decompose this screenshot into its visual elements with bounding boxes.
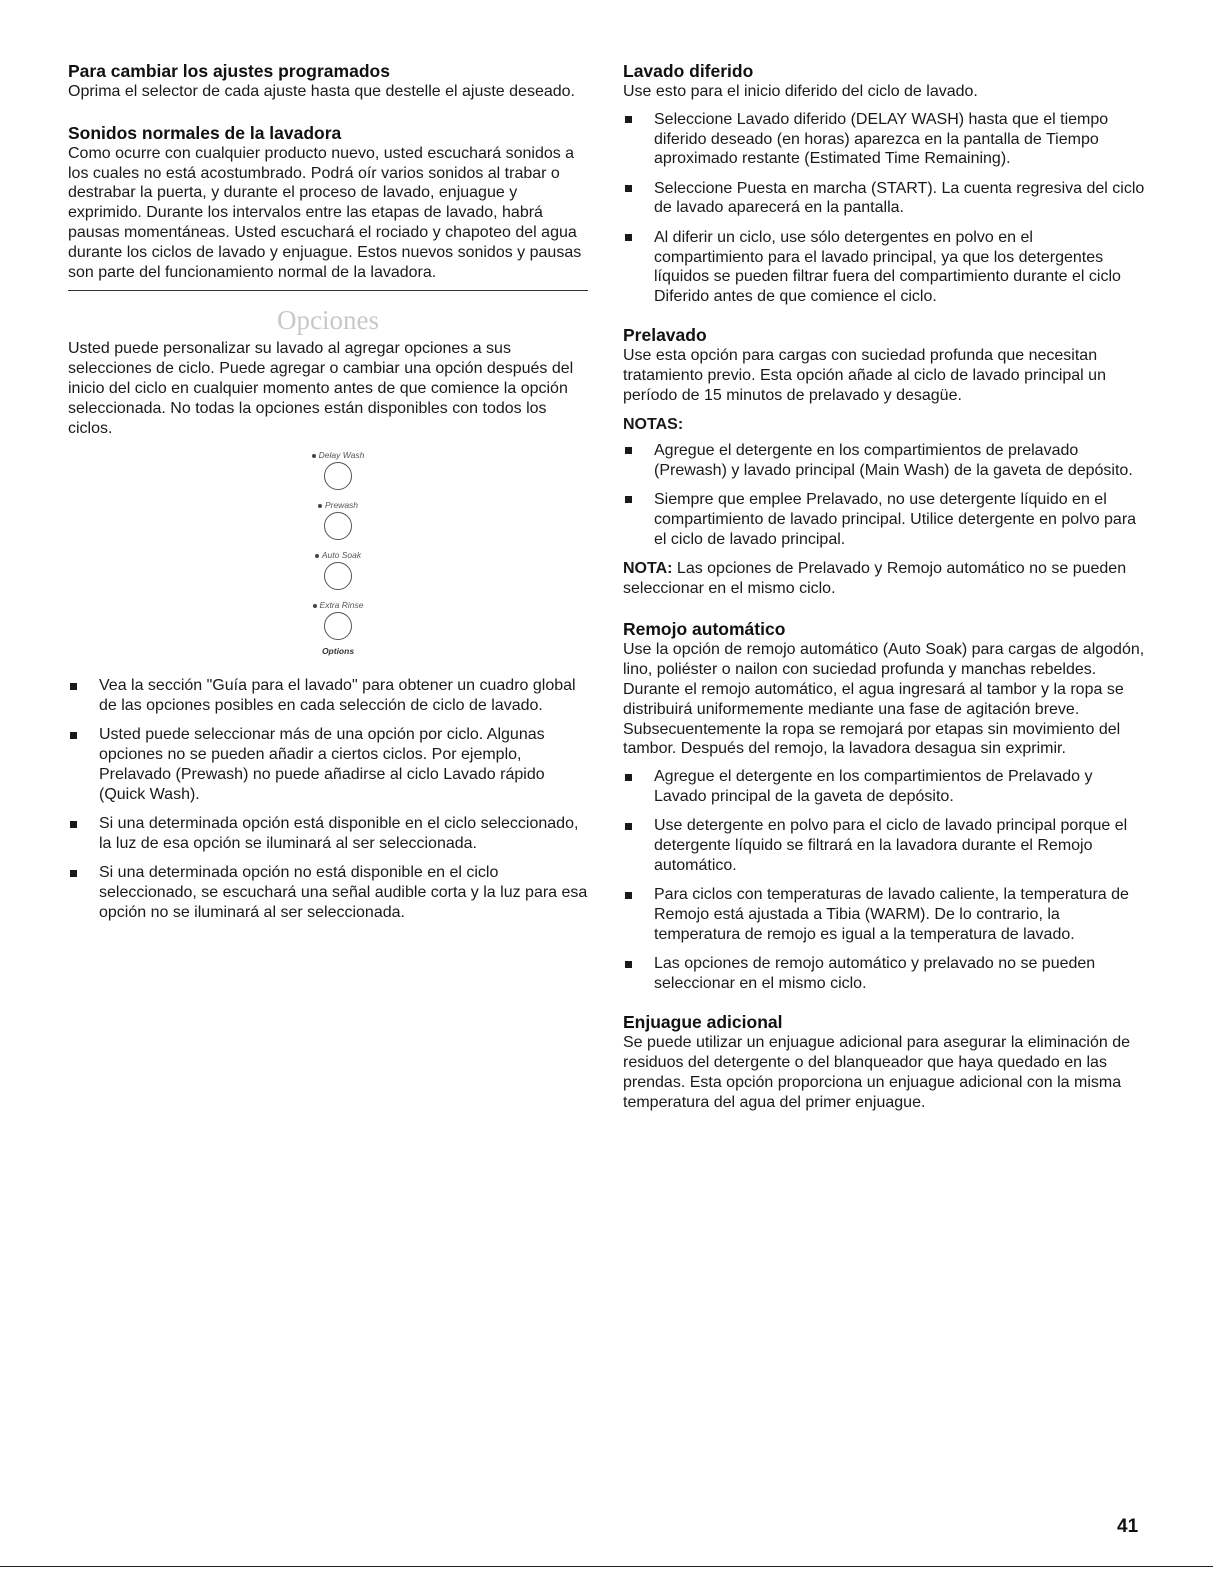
list-item: Seleccione Puesta en marcha (START). La cuenta regresiva del ciclo de lavado aparecerá en la pantalla.	[623, 179, 1145, 219]
nota-label: NOTA:	[623, 559, 673, 577]
options-control-panel	[288, 450, 388, 656]
nota-paragraph	[623, 559, 1145, 599]
page-bottom-rule	[0, 1566, 1213, 1567]
list-item: Vea la sección "Guía para el lavado" para obtener un cuadro global de las opciones posibles en cada selección de ciclo de lavado.	[68, 676, 588, 716]
heading-cambiar-ajustes: Para cambiar los ajustes programados	[68, 61, 390, 81]
list-item: Use detergente en polvo para el ciclo de lavado principal porque el detergente líquido se filtrará en la lavadora durante el Remojo automático.	[623, 816, 1145, 875]
heading-prelavado: Prelavado	[623, 325, 707, 346]
paragraph-remojo-automatico: Use la opción de remojo automático (Auto Soak) para cargas de algodón, lino, poliéster o nailon con suciedad profunda y manchas rebeldes. Durante el remojo automático, el agua ingresará al tambor y la ropa se distribuirá uniformemente mediante una fase de agitación breve. Subsecuentemente la ropa se remojará por etapas sin movimiento del tambor. Después del remojo, la lavadora desagua sin exprimir.	[623, 641, 1145, 758]
auto-soak-button[interactable]	[324, 562, 352, 590]
list-item: Usted puede seleccionar más de una opción por ciclo. Algunas opciones no se pueden añadir a ciertos ciclos. Por ejemplo, Prelavado (Prewash) no puede añadirse al ciclo Lavado rápido (Quick Wash).	[68, 725, 588, 804]
indicator-light-icon	[313, 604, 317, 608]
notas-label: NOTAS:	[623, 415, 684, 433]
extra-rinse-button[interactable]	[324, 612, 352, 640]
options-bullet-list	[68, 676, 588, 922]
list-item: Para ciclos con temperaturas de lavado caliente, la temperatura de Remojo está ajustada a Tibia (WARM). De lo contrario, la temperatura de remojo es igual a la temperatura de lavado.	[623, 885, 1145, 944]
paragraph-cambiar-ajustes: Oprima el selector de cada ajuste hasta que destelle el ajuste deseado.	[68, 83, 575, 100]
option-auto-soak	[288, 550, 388, 600]
paragraph-enjuague-adicional: Se puede utilizar un enjuague adicional para asegurar la eliminación de residuos del detergente o del blanqueador que haya quedado en las prendas. Esta opción proporciona un enjuague adicional con la misma temperatura del agua del primer enjuague.	[623, 1034, 1131, 1111]
delay-wash-button[interactable]	[324, 462, 352, 490]
list-item: Siempre que emplee Prelavado, no use detergente líquido en el compartimiento de lavado principal. Utilice detergente en polvo para el ciclo de lavado principal.	[623, 490, 1145, 549]
list-item: Seleccione Lavado diferido (DELAY WASH) hasta que el tiempo diferido deseado (en horas) aparezca en la pantalla de Tiempo aproximado restante (Estimated Time Remaining).	[623, 110, 1145, 169]
nota-text: Las opciones de Prelavado y Remojo automático no se pueden seleccionar en el mismo ciclo.	[623, 559, 1127, 597]
option-delay-wash	[288, 450, 388, 500]
paragraph-prelavado: Use esta opción para cargas con suciedad profunda que necesitan tratamiento previo. Esta opción añade al ciclo de lavado principal un período de 15 minutos de prelavado y desagüe.	[623, 347, 1106, 405]
indicator-light-icon	[318, 504, 322, 508]
remojo-automatico-list	[623, 767, 1145, 993]
paragraph-opciones-intro: Usted puede personalizar su lavado al agregar opciones a sus selecciones de ciclo. Puede agregar o cambiar una opción después del inicio del ciclo en cualquier momento antes de que comience la opción seleccionada. No todas la opciones están disponibles con todos los ciclos.	[68, 340, 574, 437]
paragraph-lavado-diferido: Use esto para el inicio diferido del ciclo de lavado.	[623, 83, 978, 100]
section-divider	[68, 290, 588, 291]
heading-remojo-automatico: Remojo automático	[623, 619, 786, 640]
list-item: Las opciones de remojo automático y prelavado no se pueden seleccionar en el mismo ciclo.	[623, 954, 1145, 994]
right-column	[623, 60, 1145, 1112]
option-label: Auto Soak	[321, 550, 362, 561]
option-label: Delay Wash	[318, 450, 365, 461]
heading-sonidos-normales: Sonidos normales de la lavadora	[68, 122, 342, 143]
list-item: Si una determinada opción está disponible en el ciclo seleccionado, la luz de esa opción se iluminará al ser seleccionada.	[68, 814, 588, 854]
list-item: Al diferir un ciclo, use sólo detergentes en polvo en el compartimiento para el lavado principal, ya que los detergentes líquidos se pueden filtrar fuera del compartimiento durante el ciclo Diferido antes de que comience el ciclo.	[623, 228, 1145, 307]
option-extra-rinse	[288, 600, 388, 650]
option-prewash	[288, 500, 388, 550]
option-label: Prewash	[324, 500, 359, 511]
left-column	[68, 60, 588, 932]
prelavado-notas-list	[623, 441, 1145, 549]
option-label: Extra Rinse	[319, 600, 364, 611]
lavado-diferido-list	[623, 110, 1145, 307]
list-item: Agregue el detergente en los compartimientos de Prelavado y Lavado principal de la gaveta de depósito.	[623, 767, 1145, 807]
prewash-button[interactable]	[324, 512, 352, 540]
indicator-light-icon	[315, 554, 319, 558]
section-title-opciones: Opciones	[277, 305, 379, 336]
paragraph-sonidos-normales: Como ocurre con cualquier producto nuevo, usted escuchará sonidos a los cuales no está acostumbrado. Podrá oír varios sonidos al trabar o destrabar la puerta, y durante el proceso de lavado, enjuague y exprimido. Durante los intervalos entre las etapas de lavado, habrá pausas momentáneas. Usted escuchará el rociado y chapoteo del agua durante los ciclos de lavado y enjuague. Estos nuevos sonidos y pausas son parte del funcionamiento normal de la lavadora.	[68, 144, 582, 281]
list-item: Agregue el detergente en los compartimientos de prelavado (Prewash) y lavado principal (Main Wash) de la gaveta de depósito.	[623, 441, 1145, 481]
list-item: Si una determinada opción no está disponible en el ciclo seleccionado, se escuchará una señal audible corta y la luz para esa opción no se iluminará al ser seleccionada.	[68, 863, 588, 922]
page-number: 41	[1117, 1516, 1139, 1537]
heading-lavado-diferido: Lavado diferido	[623, 61, 754, 81]
options-caption: Options	[321, 646, 355, 657]
heading-enjuague-adicional: Enjuague adicional	[623, 1012, 783, 1033]
indicator-light-icon	[312, 454, 316, 458]
